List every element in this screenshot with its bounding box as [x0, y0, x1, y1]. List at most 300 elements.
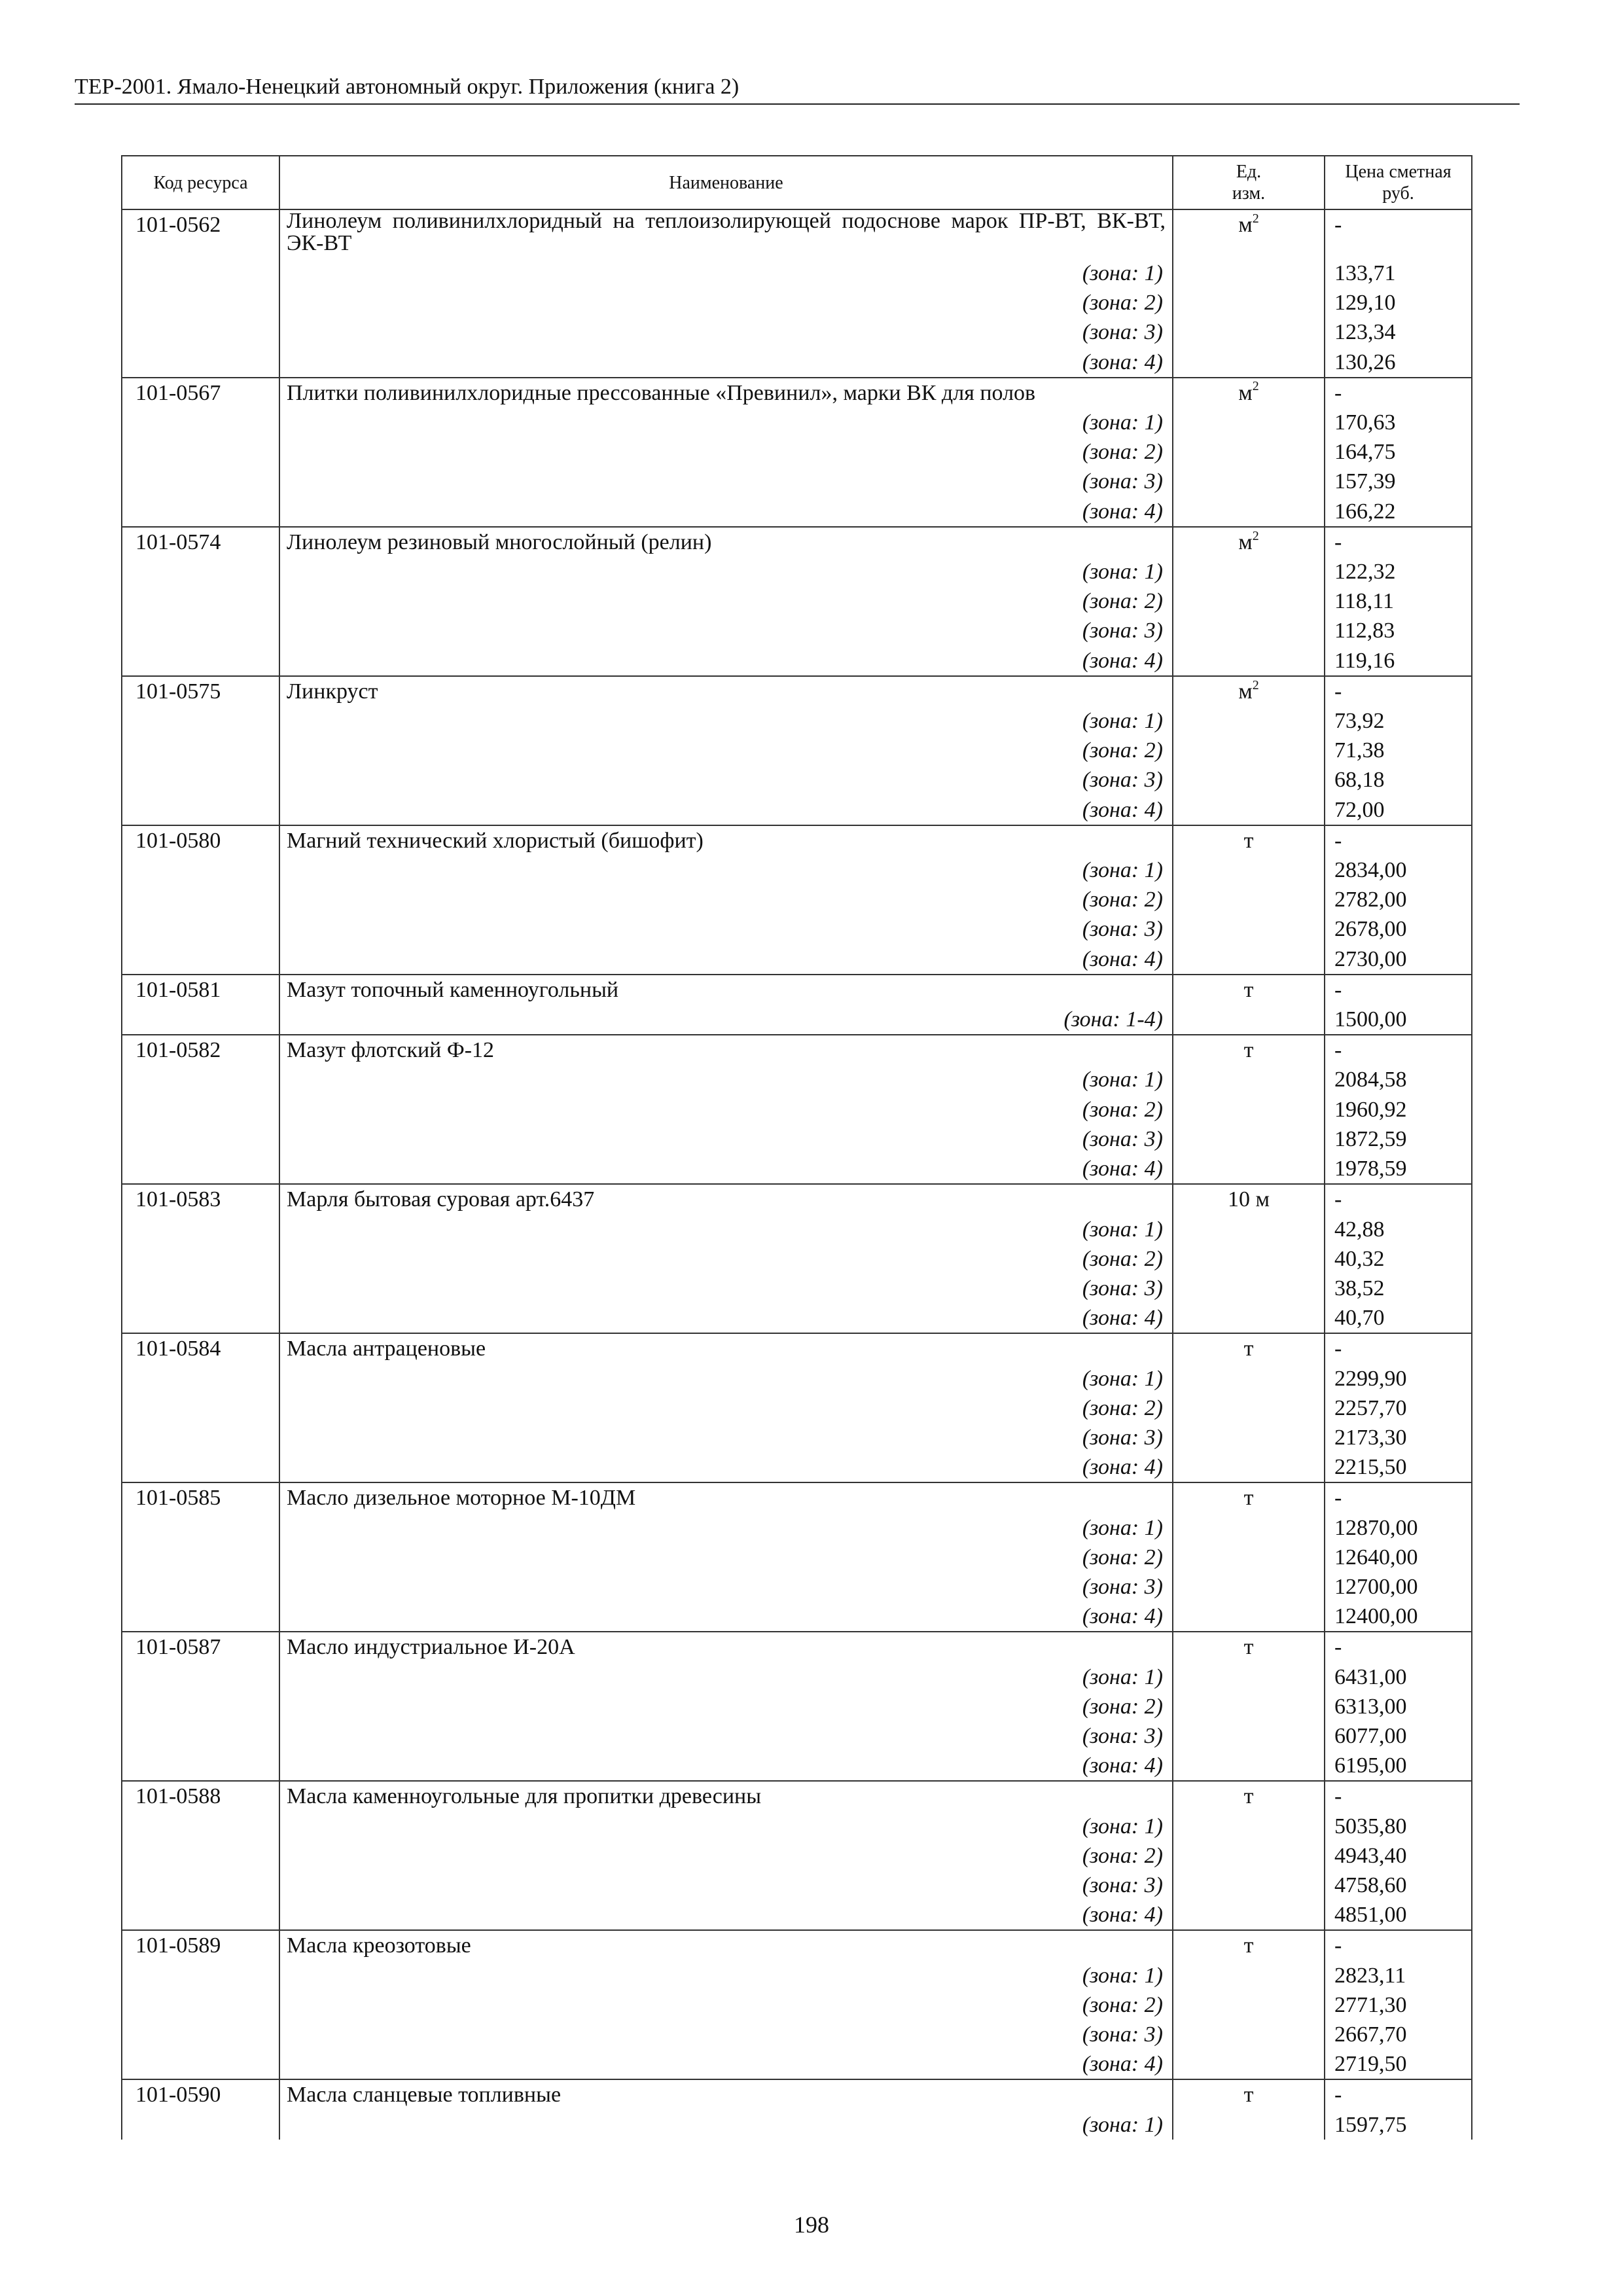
zone-unit-empty — [1173, 557, 1325, 586]
zone-price: 12400,00 — [1325, 1602, 1472, 1632]
zone-code-empty — [122, 646, 279, 676]
zone-code-empty — [122, 944, 279, 975]
zone-code-empty — [122, 467, 279, 496]
table-row — [122, 527, 1472, 557]
zone-price: 73,92 — [1325, 706, 1472, 736]
base-price: - — [1325, 676, 1472, 706]
zone-price: 6077,00 — [1325, 1721, 1472, 1751]
zone-unit-empty — [1173, 1543, 1325, 1572]
zone-code-empty — [122, 855, 279, 885]
zone-price: 12700,00 — [1325, 1572, 1472, 1602]
zone-price: 71,38 — [1325, 736, 1472, 765]
zone-price: 38,52 — [1325, 1274, 1472, 1303]
zone-row — [122, 408, 1472, 437]
zone-code-empty — [122, 765, 279, 795]
zone-price: 42,88 — [1325, 1215, 1472, 1244]
zone-row — [122, 855, 1472, 885]
zone-code-empty — [122, 1303, 279, 1333]
zone-unit-empty — [1173, 1215, 1325, 1244]
zone-row — [122, 1124, 1472, 1154]
zone-price: 6313,00 — [1325, 1692, 1472, 1721]
zone-row — [122, 1095, 1472, 1124]
zone-price: 112,83 — [1325, 616, 1472, 645]
zone-unit-empty — [1173, 586, 1325, 616]
zone-price: 2834,00 — [1325, 855, 1472, 885]
zone-price: 1500,00 — [1325, 1005, 1472, 1035]
base-price: - — [1325, 1632, 1472, 1662]
resource-name: Марля бытовая суровая арт.6437 — [279, 1184, 1173, 1214]
zone-unit-empty — [1173, 2049, 1325, 2079]
zone-label: (зона: 2) — [279, 1692, 1173, 1721]
zone-label: (зона: 2) — [279, 586, 1173, 616]
table-body — [122, 209, 1472, 2140]
zone-row — [122, 736, 1472, 765]
zone-row — [122, 259, 1472, 288]
unit-text: т — [1243, 2083, 1254, 2108]
zone-label: (зона: 3) — [279, 467, 1173, 496]
zone-row — [122, 348, 1472, 378]
zone-label: (зона: 4) — [279, 1602, 1173, 1632]
zone-label: (зона: 1-4) — [279, 1005, 1173, 1035]
zone-price: 2257,70 — [1325, 1393, 1472, 1423]
table-row — [122, 1333, 1472, 1363]
resource-code: 101-0588 — [122, 1781, 279, 1811]
zone-label: (зона: 4) — [279, 646, 1173, 676]
resource-code: 101-0562 — [122, 209, 279, 259]
zone-label: (зона: 4) — [279, 1751, 1173, 1781]
zone-code-empty — [122, 1721, 279, 1751]
zone-code-empty — [122, 1662, 279, 1692]
zone-code-empty — [122, 1871, 279, 1900]
zone-unit-empty — [1173, 616, 1325, 645]
base-price: - — [1325, 1482, 1472, 1513]
zone-code-empty — [122, 1990, 279, 2020]
zone-label: (зона: 1) — [279, 855, 1173, 885]
zone-price: 2823,11 — [1325, 1961, 1472, 1990]
zone-row — [122, 1154, 1472, 1184]
zone-unit-empty — [1173, 885, 1325, 914]
zone-price: 4943,40 — [1325, 1841, 1472, 1871]
resource-name: Линолеум поливинилхлоридный на теплоизолирующей подоснове марок ПР-ВТ, ВК-ВТ, ЭК-ВТ — [279, 209, 1173, 259]
resource-name: Масла каменноугольные для пропитки древесины — [279, 1781, 1173, 1811]
zone-code-empty — [122, 1513, 279, 1543]
zone-price: 4758,60 — [1325, 1871, 1472, 1900]
zone-label: (зона: 4) — [279, 1154, 1173, 1184]
unit-cell — [1173, 527, 1325, 557]
resource-name: Масло индустриальное И-20А — [279, 1632, 1173, 1662]
unit-text: т — [1243, 977, 1254, 1002]
table-row — [122, 1930, 1472, 1960]
resource-code: 101-0589 — [122, 1930, 279, 1960]
zone-unit-empty — [1173, 259, 1325, 288]
unit-cell — [1173, 1035, 1325, 1065]
zone-row — [122, 317, 1472, 347]
resource-name: Масло дизельное моторное М-10ДМ — [279, 1482, 1173, 1513]
zone-price: 1597,75 — [1325, 2110, 1472, 2140]
zone-row — [122, 2110, 1472, 2140]
zone-price: 130,26 — [1325, 348, 1472, 378]
zone-code-empty — [122, 408, 279, 437]
zone-label: (зона: 1) — [279, 557, 1173, 586]
zone-row — [122, 1393, 1472, 1423]
zone-code-empty — [122, 1065, 279, 1094]
zone-row — [122, 437, 1472, 467]
zone-code-empty — [122, 348, 279, 378]
zone-row — [122, 1303, 1472, 1333]
zone-label: (зона: 3) — [279, 1423, 1173, 1452]
zone-code-empty — [122, 1543, 279, 1572]
zone-label: (зона: 2) — [279, 288, 1173, 317]
base-price: - — [1325, 1333, 1472, 1363]
zone-code-empty — [122, 437, 279, 467]
zone-price: 68,18 — [1325, 765, 1472, 795]
zone-label: (зона: 3) — [279, 1274, 1173, 1303]
resource-code: 101-0585 — [122, 1482, 279, 1513]
zone-row — [122, 1274, 1472, 1303]
zone-label: (зона: 3) — [279, 1124, 1173, 1154]
zone-code-empty — [122, 1095, 279, 1124]
zone-unit-empty — [1173, 467, 1325, 496]
column-header-price-line2: руб. — [1382, 183, 1414, 204]
zone-row — [122, 2020, 1472, 2049]
zone-price: 40,32 — [1325, 1244, 1472, 1274]
resource-name: Масла сланцевые топливные — [279, 2079, 1173, 2109]
column-header-price-line1: Цена сметная — [1345, 162, 1452, 182]
unit-text: м — [1238, 213, 1253, 237]
zone-code-empty — [122, 706, 279, 736]
zone-unit-empty — [1173, 1692, 1325, 1721]
zone-label: (зона: 1) — [279, 1662, 1173, 1692]
zone-price: 2678,00 — [1325, 914, 1472, 944]
table-row — [122, 1184, 1472, 1214]
zone-label: (зона: 1) — [279, 1812, 1173, 1841]
zone-unit-empty — [1173, 1572, 1325, 1602]
base-price: - — [1325, 975, 1472, 1005]
zone-row — [122, 1065, 1472, 1094]
zone-code-empty — [122, 1452, 279, 1482]
resource-code: 101-0574 — [122, 527, 279, 557]
zone-unit-empty — [1173, 736, 1325, 765]
base-price: - — [1325, 527, 1472, 557]
zone-unit-empty — [1173, 1274, 1325, 1303]
resource-code: 101-0587 — [122, 1632, 279, 1662]
zone-price: 1978,59 — [1325, 1154, 1472, 1184]
unit-cell — [1173, 209, 1325, 259]
zone-unit-empty — [1173, 437, 1325, 467]
zone-unit-empty — [1173, 348, 1325, 378]
zone-unit-empty — [1173, 288, 1325, 317]
zone-unit-empty — [1173, 1452, 1325, 1482]
resource-code: 101-0582 — [122, 1035, 279, 1065]
unit-superscript: 2 — [1252, 211, 1259, 226]
zone-code-empty — [122, 1124, 279, 1154]
unit-text: т — [1243, 1784, 1254, 1809]
resource-name: Плитки поливинилхлоридные прессованные «Превинил», марки ВК для полов — [279, 378, 1173, 408]
unit-cell — [1173, 378, 1325, 408]
zone-unit-empty — [1173, 1990, 1325, 2020]
zone-unit-empty — [1173, 1513, 1325, 1543]
base-price: - — [1325, 1781, 1472, 1811]
unit-cell — [1173, 1781, 1325, 1811]
zone-code-empty — [122, 1812, 279, 1841]
unit-cell — [1173, 1333, 1325, 1363]
zone-row — [122, 706, 1472, 736]
unit-text: т — [1243, 1038, 1254, 1063]
zone-unit-empty — [1173, 1303, 1325, 1333]
zone-price: 2719,50 — [1325, 2049, 1472, 2079]
zone-price: 5035,80 — [1325, 1812, 1472, 1841]
unit-cell — [1173, 2079, 1325, 2109]
zone-price: 72,00 — [1325, 795, 1472, 825]
zone-price: 123,34 — [1325, 317, 1472, 347]
zone-row — [122, 497, 1472, 527]
table-row — [122, 975, 1472, 1005]
zone-price: 12870,00 — [1325, 1513, 1472, 1543]
zone-label: (зона: 3) — [279, 1721, 1173, 1751]
zone-label: (зона: 3) — [279, 2020, 1173, 2049]
zone-unit-empty — [1173, 706, 1325, 736]
unit-text: 10 м — [1227, 1187, 1270, 1212]
table-header — [122, 156, 1472, 209]
unit-text: т — [1243, 828, 1254, 853]
zone-label: (зона: 1) — [279, 1961, 1173, 1990]
zone-row — [122, 467, 1472, 496]
column-header-unit-line1: Ед. — [1236, 162, 1262, 182]
zone-unit-empty — [1173, 1721, 1325, 1751]
zone-unit-empty — [1173, 914, 1325, 944]
zone-price: 2084,58 — [1325, 1065, 1472, 1094]
unit-cell — [1173, 1482, 1325, 1513]
resource-name: Масла креозотовые — [279, 1930, 1173, 1960]
resource-code: 101-0567 — [122, 378, 279, 408]
zone-label: (зона: 3) — [279, 616, 1173, 645]
zone-label: (зона: 2) — [279, 1095, 1173, 1124]
zone-row — [122, 1841, 1472, 1871]
unit-text: м — [1238, 529, 1253, 554]
zone-label: (зона: 3) — [279, 914, 1173, 944]
resource-name: Линолеум резиновый многослойный (релин) — [279, 527, 1173, 557]
column-header-code: Код ресурса — [122, 156, 279, 209]
zone-code-empty — [122, 497, 279, 527]
base-price: - — [1325, 1930, 1472, 1960]
zone-unit-empty — [1173, 317, 1325, 347]
zone-label: (зона: 4) — [279, 1452, 1173, 1482]
base-price: - — [1325, 1035, 1472, 1065]
zone-unit-empty — [1173, 1751, 1325, 1781]
table-row — [122, 2079, 1472, 2109]
zone-price: 6195,00 — [1325, 1751, 1472, 1781]
zone-price: 1960,92 — [1325, 1095, 1472, 1124]
price-table — [121, 155, 1472, 2140]
zone-label: (зона: 2) — [279, 1841, 1173, 1871]
zone-unit-empty — [1173, 1812, 1325, 1841]
zone-label: (зона: 4) — [279, 795, 1173, 825]
table-row — [122, 676, 1472, 706]
page-number: 198 — [794, 2212, 829, 2238]
unit-text: м — [1238, 380, 1253, 405]
base-price: - — [1325, 825, 1472, 855]
zone-label: (зона: 3) — [279, 765, 1173, 795]
unit-superscript: 2 — [1252, 379, 1259, 394]
zone-code-empty — [122, 2110, 279, 2140]
zone-code-empty — [122, 795, 279, 825]
zone-row — [122, 1244, 1472, 1274]
zone-price: 6431,00 — [1325, 1662, 1472, 1692]
zone-unit-empty — [1173, 1841, 1325, 1871]
zone-price: 2771,30 — [1325, 1990, 1472, 2020]
zone-price: 4851,00 — [1325, 1900, 1472, 1930]
zone-price: 129,10 — [1325, 288, 1472, 317]
zone-row — [122, 944, 1472, 975]
zone-code-empty — [122, 1364, 279, 1393]
zone-unit-empty — [1173, 855, 1325, 885]
resource-code: 101-0581 — [122, 975, 279, 1005]
zone-code-empty — [122, 1602, 279, 1632]
zone-code-empty — [122, 1215, 279, 1244]
zone-unit-empty — [1173, 408, 1325, 437]
resource-name: Магний технический хлористый (бишофит) — [279, 825, 1173, 855]
zone-row — [122, 1364, 1472, 1393]
resource-code: 101-0580 — [122, 825, 279, 855]
zone-row — [122, 1452, 1472, 1482]
table-row — [122, 825, 1472, 855]
table-row — [122, 1035, 1472, 1065]
zone-label: (зона: 2) — [279, 437, 1173, 467]
unit-cell — [1173, 1930, 1325, 1960]
zone-row — [122, 1005, 1472, 1035]
zone-label: (зона: 4) — [279, 348, 1173, 378]
zone-unit-empty — [1173, 944, 1325, 975]
zone-code-empty — [122, 914, 279, 944]
unit-text: т — [1243, 1486, 1254, 1511]
resource-name: Мазут топочный каменноугольный — [279, 975, 1173, 1005]
zone-label: (зона: 2) — [279, 736, 1173, 765]
zone-row — [122, 1215, 1472, 1244]
zone-unit-empty — [1173, 1154, 1325, 1184]
zone-unit-empty — [1173, 2110, 1325, 2140]
zone-row — [122, 765, 1472, 795]
zone-unit-empty — [1173, 1871, 1325, 1900]
zone-row — [122, 557, 1472, 586]
zone-price: 118,11 — [1325, 586, 1472, 616]
zone-row — [122, 1572, 1472, 1602]
zone-unit-empty — [1173, 795, 1325, 825]
zone-unit-empty — [1173, 765, 1325, 795]
zone-row — [122, 1961, 1472, 1990]
unit-cell — [1173, 676, 1325, 706]
zone-label: (зона: 1) — [279, 1065, 1173, 1094]
zone-unit-empty — [1173, 646, 1325, 676]
resource-code: 101-0583 — [122, 1184, 279, 1214]
zone-unit-empty — [1173, 2020, 1325, 2049]
table-row — [122, 1632, 1472, 1662]
zone-price: 122,32 — [1325, 557, 1472, 586]
zone-label: (зона: 4) — [279, 944, 1173, 975]
unit-cell — [1173, 1184, 1325, 1214]
column-header-unit-line2: изм. — [1232, 183, 1266, 204]
unit-cell — [1173, 975, 1325, 1005]
base-price: - — [1325, 378, 1472, 408]
zone-row — [122, 1812, 1472, 1841]
zone-unit-empty — [1173, 1005, 1325, 1035]
zone-unit-empty — [1173, 1662, 1325, 1692]
unit-superscript: 2 — [1252, 677, 1259, 692]
resource-name: Масла антраценовые — [279, 1333, 1173, 1363]
zone-row — [122, 1543, 1472, 1572]
resource-name: Линкруст — [279, 676, 1173, 706]
zone-code-empty — [122, 1423, 279, 1452]
column-header-unit — [1173, 156, 1325, 209]
table-row — [122, 378, 1472, 408]
zone-code-empty — [122, 1005, 279, 1035]
zone-code-empty — [122, 1274, 279, 1303]
zone-code-empty — [122, 1692, 279, 1721]
zone-row — [122, 2049, 1472, 2079]
zone-label: (зона: 2) — [279, 1393, 1173, 1423]
zone-unit-empty — [1173, 1961, 1325, 1990]
zone-code-empty — [122, 1751, 279, 1781]
zone-row — [122, 1990, 1472, 2020]
zone-label: (зона: 4) — [279, 2049, 1173, 2079]
zone-label: (зона: 1) — [279, 1215, 1173, 1244]
zone-price: 1872,59 — [1325, 1124, 1472, 1154]
zone-unit-empty — [1173, 1364, 1325, 1393]
zone-price: 40,70 — [1325, 1303, 1472, 1333]
resource-code: 101-0584 — [122, 1333, 279, 1363]
zone-unit-empty — [1173, 1602, 1325, 1632]
zone-code-empty — [122, 1572, 279, 1602]
unit-text: т — [1243, 1933, 1254, 1958]
zone-row — [122, 616, 1472, 645]
zone-unit-empty — [1173, 1244, 1325, 1274]
resource-code: 101-0590 — [122, 2079, 279, 2109]
zone-label: (зона: 1) — [279, 1513, 1173, 1543]
unit-cell — [1173, 1632, 1325, 1662]
base-price: - — [1325, 2079, 1472, 2109]
zone-unit-empty — [1173, 1423, 1325, 1452]
zone-label: (зона: 2) — [279, 1244, 1173, 1274]
unit-superscript: 2 — [1252, 528, 1259, 543]
table-row — [122, 1482, 1472, 1513]
zone-row — [122, 914, 1472, 944]
zone-unit-empty — [1173, 497, 1325, 527]
column-header-price — [1325, 156, 1472, 209]
zone-label: (зона: 1) — [279, 706, 1173, 736]
zone-unit-empty — [1173, 1124, 1325, 1154]
zone-label: (зона: 3) — [279, 1572, 1173, 1602]
zone-code-empty — [122, 1900, 279, 1930]
resource-name: Мазут флотский Ф-12 — [279, 1035, 1173, 1065]
zone-price: 2173,30 — [1325, 1423, 1472, 1452]
zone-unit-empty — [1173, 1393, 1325, 1423]
zone-row — [122, 1751, 1472, 1781]
zone-code-empty — [122, 317, 279, 347]
zone-row — [122, 586, 1472, 616]
zone-code-empty — [122, 736, 279, 765]
base-price: - — [1325, 209, 1472, 259]
zone-code-empty — [122, 885, 279, 914]
zone-unit-empty — [1173, 1065, 1325, 1094]
zone-price: 2667,70 — [1325, 2020, 1472, 2049]
page-header: ТЕР-2001. Ямало-Ненецкий автономный округ. Приложения (книга 2) — [75, 72, 1520, 105]
zone-label: (зона: 2) — [279, 885, 1173, 914]
zone-row — [122, 885, 1472, 914]
zone-code-empty — [122, 586, 279, 616]
zone-row — [122, 1871, 1472, 1900]
zone-price: 2730,00 — [1325, 944, 1472, 975]
column-header-name: Наименование — [279, 156, 1173, 209]
zone-label: (зона: 1) — [279, 2110, 1173, 2140]
